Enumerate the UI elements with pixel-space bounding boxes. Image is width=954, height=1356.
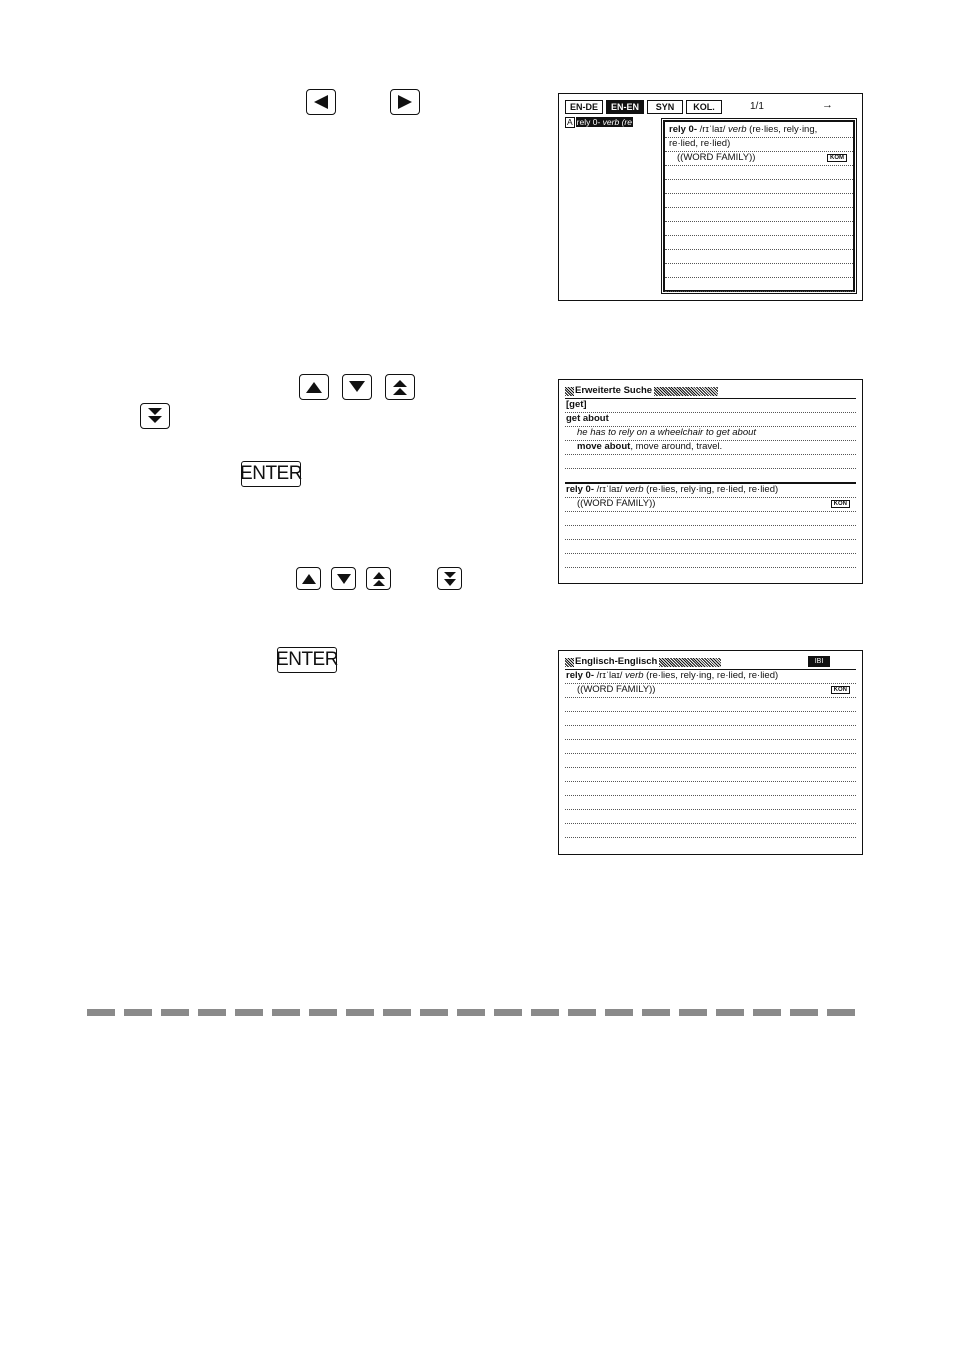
empty-line bbox=[665, 235, 853, 250]
device-screen-extended-search bbox=[558, 379, 863, 584]
page-indicator: 1/1 bbox=[750, 101, 764, 112]
enter-key-icon: ENTER bbox=[241, 461, 301, 487]
empty-line bbox=[565, 767, 856, 782]
empty-line bbox=[565, 837, 856, 851]
right-arrow-key-icon bbox=[390, 89, 420, 115]
index-letter: A bbox=[567, 117, 573, 127]
tab-kol[interactable]: KOL. bbox=[686, 100, 722, 114]
empty-line bbox=[565, 753, 856, 768]
empty-line bbox=[565, 739, 856, 754]
entry-line: rely 0‑ /rɪˈlaɪ/ verb (re·lies, rely·ing, bbox=[665, 123, 853, 138]
kon-badge: KON bbox=[831, 500, 850, 508]
empty-line bbox=[565, 823, 856, 838]
example-line: he has to rely on a wheelchair to get about bbox=[565, 426, 856, 441]
empty-line bbox=[665, 179, 853, 194]
word-family-line[interactable]: ((WORD FAMILY)) KON bbox=[565, 497, 856, 512]
up-arrow-key-icon bbox=[299, 374, 329, 400]
definition-line: move about, move around, travel. bbox=[565, 440, 856, 455]
empty-line bbox=[665, 207, 853, 222]
empty-line bbox=[565, 539, 856, 554]
empty-line bbox=[565, 697, 856, 712]
empty-line bbox=[665, 165, 853, 180]
empty-line bbox=[565, 454, 856, 469]
entry-line: rely 0‑ /rɪˈlaɪ/ verb (re·lies, rely·ing, re·lied, re·lied) bbox=[565, 669, 856, 684]
screen-title: Englisch-Englisch bbox=[565, 656, 721, 668]
empty-line bbox=[565, 468, 856, 484]
empty-line bbox=[565, 781, 856, 796]
headword-list[interactable] bbox=[565, 117, 633, 128]
empty-line bbox=[565, 567, 856, 581]
empty-line bbox=[565, 809, 856, 824]
down-arrow-key-icon bbox=[342, 374, 372, 400]
empty-line bbox=[665, 249, 853, 264]
right-arrow-icon: → bbox=[822, 99, 833, 111]
title-underline bbox=[565, 655, 856, 670]
entry-preview-panel bbox=[663, 120, 855, 292]
screen-title: Erweiterte Suche bbox=[565, 385, 718, 397]
empty-line bbox=[565, 795, 856, 810]
up-arrow-key-icon bbox=[296, 567, 321, 590]
empty-line bbox=[565, 725, 856, 740]
page-down-key-icon bbox=[140, 403, 170, 429]
empty-line bbox=[665, 193, 853, 208]
title-underline bbox=[565, 384, 856, 399]
empty-line bbox=[565, 525, 856, 540]
entry-line[interactable]: rely 0‑ /rɪˈlaɪ/ verb (re·lies, rely·ing, re·lied, re·lied) bbox=[565, 483, 856, 498]
phrase-line[interactable]: get about bbox=[565, 412, 856, 427]
down-arrow-key-icon bbox=[331, 567, 356, 590]
word-family-line[interactable]: ((WORD FAMILY)) KOM bbox=[665, 151, 853, 166]
empty-line bbox=[565, 553, 856, 568]
empty-line bbox=[665, 221, 853, 236]
enter-key-icon: ENTER bbox=[277, 647, 337, 673]
device-screen-dictionary-tabs bbox=[558, 93, 863, 301]
entry-line: re·lied, re·lied) bbox=[665, 137, 853, 152]
word-family-line[interactable]: ((WORD FAMILY)) KON bbox=[565, 683, 856, 698]
device-screen-english-english bbox=[558, 650, 863, 855]
empty-line bbox=[665, 263, 853, 278]
page-up-key-icon bbox=[366, 567, 391, 590]
empty-line bbox=[565, 711, 856, 726]
dashed-separator bbox=[87, 1009, 863, 1016]
dictionary-tabs bbox=[565, 100, 722, 114]
tab-en-en[interactable]: EN-EN bbox=[606, 100, 644, 114]
empty-line bbox=[565, 511, 856, 526]
kon-badge: KON bbox=[831, 686, 850, 694]
selected-headword: rely 0‑ verb (re bbox=[576, 117, 632, 127]
page-up-key-icon bbox=[385, 374, 415, 400]
empty-line bbox=[665, 277, 853, 292]
ibi-badge: IBI bbox=[808, 656, 830, 667]
tab-en-de[interactable]: EN-DE bbox=[565, 100, 603, 114]
left-arrow-key-icon bbox=[306, 89, 336, 115]
tab-syn[interactable]: SYN bbox=[647, 100, 683, 114]
page-down-key-icon bbox=[437, 567, 462, 590]
search-term-line: [get] bbox=[565, 398, 856, 413]
kom-badge: KOM bbox=[827, 154, 847, 162]
